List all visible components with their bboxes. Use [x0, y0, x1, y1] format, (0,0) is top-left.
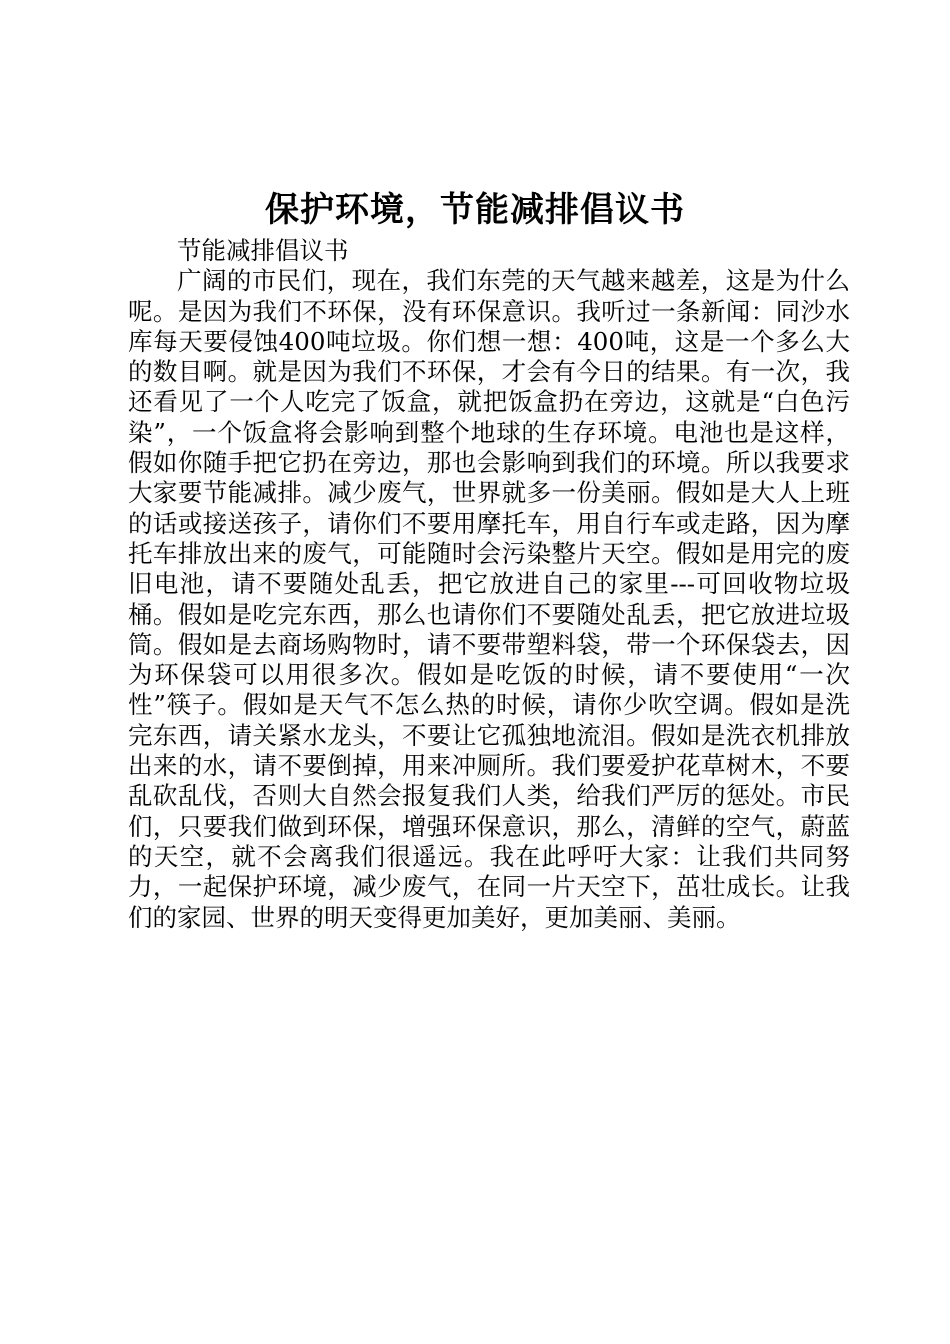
document-body	[128, 236, 850, 933]
document-subtitle: 节能减排倡议书	[177, 236, 349, 265]
body-paragraph: 广阔的市民们，现在，我们东莞的天气越来越差，这是为什么呢。是因为我们不环保，没有环保意识。我听过一条新闻：同沙水库每天要侵蚀400吨垃圾。你们想一想：400吨，这是一个多么大的数目啊。就是因为我们不环保，才会有今日的结果。有一次，我还看见了一个人吃完了饭盒，就把饭盒扔在旁边，这就是“白色污染”，一个饭盒将会影响到整个地球的生存环境。电池也是这样，假如你随手把它扔在旁边，那也会影响到我们的环境。所以我要求大家要节能减排。减少废气，世界就多一份美丽。假如是大人上班的话或接送孩子，请你们不要用摩托车，用自行车或走路，因为摩托车排放出来的废气，可能随时会污染整片天空。假如是用完的废旧电池，请不要随处乱丢，把它放进自己的家里---可回收物垃圾桶。假如是吃完东西，那么也请你们不要随处乱丢，把它放进垃圾筒。假如是去商场购物时，请不要带塑料袋，带一个环保袋去，因为环保袋可以用很多次。假如是吃饭的时候，请不要使用“一次性”筷子。假如是天气不怎么热的时候，请你少吹空调。假如是洗完东西，请关紧水龙头，不要让它孤独地流泪。假如是洗衣机排放出来的水，请不要倒掉，用来冲厕所。我们要爱护花草树木，不要乱砍乱伐，否则大自然会报复我们人类，给我们严厉的惩处。市民们，只要我们做到环保，增强环保意识，那么，清鲜的空气，蔚蓝的天空，就不会离我们很遥远。我在此呼吁大家：让我们共同努力，一起保护环境，减少废气，在同一片天空下，茁壮成长。让我们的家园、世界的明天变得更加美好，更加美丽、美丽。	[128, 266, 850, 932]
document-title: 保护环境，节能减排倡议书	[265, 190, 685, 230]
